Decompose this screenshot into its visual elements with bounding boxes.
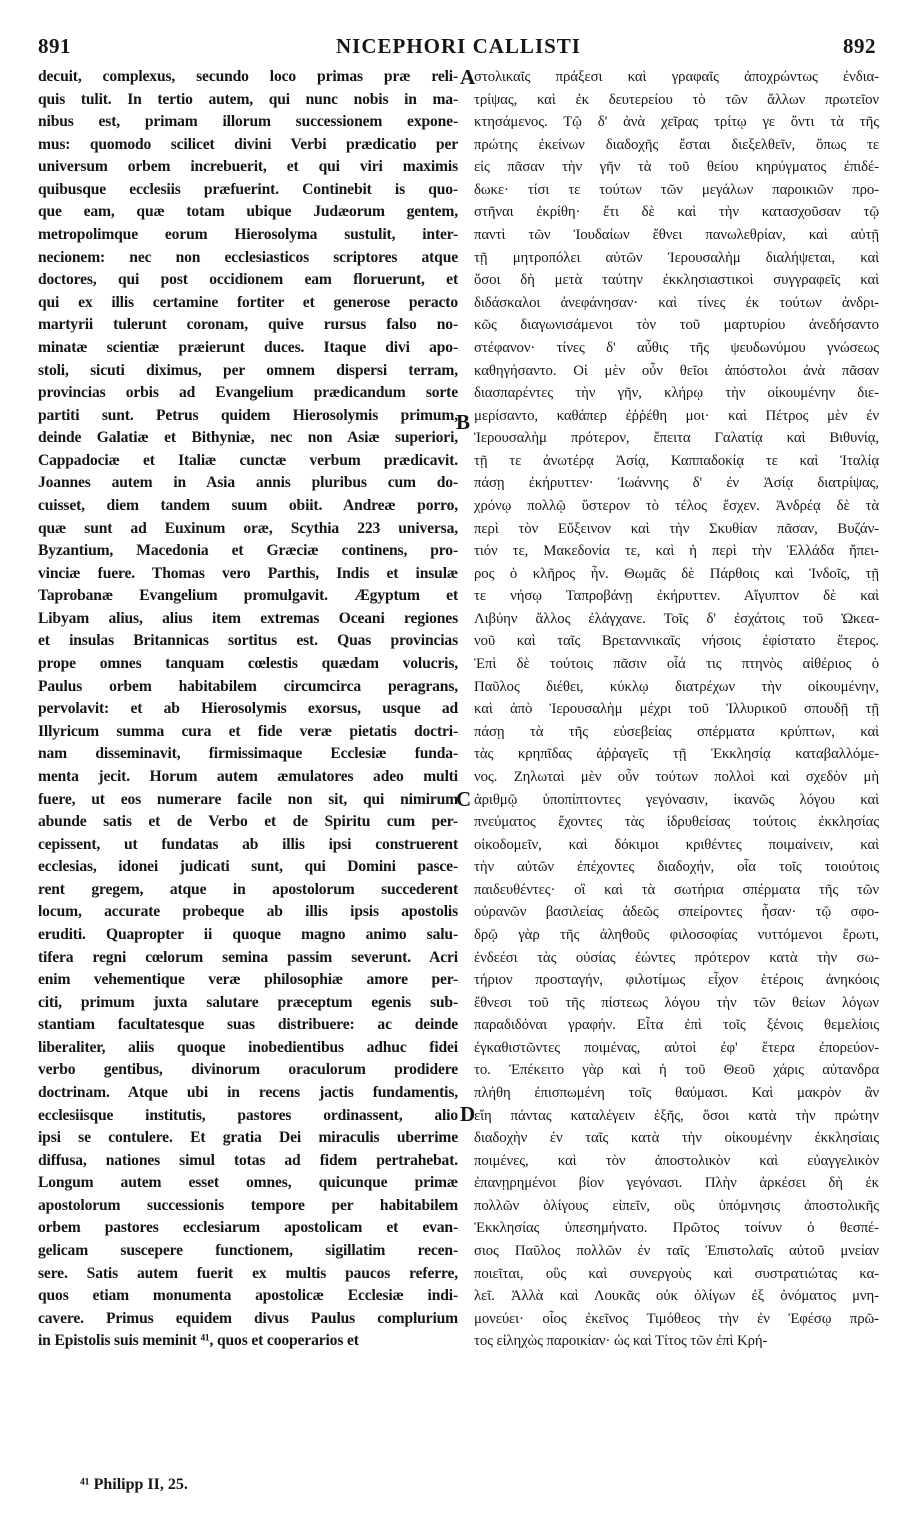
greek-text-line: Λιβύην ἄλλος ἐλάγχανε. Τοῖς δ' ἐσχάτοις τοῦ Ὠκεα-: [474, 610, 879, 627]
latin-text-line: martyrii tulerunt coronam, quive rursus falso no-: [38, 316, 458, 334]
greek-text-line: στέφανον· τίνες δ' αὖθις τῆς ψευδωνύμου γνώσεως: [474, 339, 879, 356]
latin-text-line: necionem: nec non ecclesiasticos scriptores atque: [38, 248, 458, 266]
greek-text-line: πρώτης ἐκείνων διαδοχῆς ἔσται διεξελθεῖν, ὅπως τε: [474, 136, 879, 153]
latin-text-line: quæ sunt ad Euxinum oræ, Scythia 223 universa,: [38, 519, 458, 537]
greek-text-line: κῶς διαγωνισάμενοι τὸν τοῦ μαρτυρίου ἀνεδήσαντο: [474, 317, 879, 334]
greek-text-line: τὰς κρηπῖδας ἀῤῥαγεῖς τῇ Ἐκκλησίᾳ καταβαλλόμε-: [474, 746, 879, 763]
greek-text-line: οἰκοδομεῖν, καὶ δόκιμοι κριθέντες ποιμαίνειν, καὶ: [474, 836, 879, 853]
greek-text-line: νος. Ζηλωταὶ μὲν οὖν τούτων πολλοὶ καὶ σχεδὸν μὴ: [474, 768, 879, 785]
margin-marker-d: D: [460, 1102, 476, 1126]
latin-text-line: stoli, sicuti diximus, per omnem dispersi terram,: [38, 361, 458, 379]
greek-text-line: τῇ τε ἀνωτέρᾳ Ἀσίᾳ, Καππαδοκίᾳ τε καὶ Ἰταλίᾳ: [474, 452, 879, 469]
latin-text-line: liberaliter, aliis quoque inobedientibus adhuc fidei: [38, 1038, 458, 1056]
margin-marker-c: C: [456, 787, 472, 811]
latin-text-line: cuisset, diem tandem suum obiit. Andreæ porro,: [38, 496, 458, 514]
greek-text-line: νοῦ καὶ ταῖς Βρεταννικαῖς νήσοις ἐφίστατο ἕτερος.: [474, 633, 879, 650]
latin-text-line: decuit, complexus, secundo loco primas præ reli-: [38, 68, 458, 85]
latin-text-line: ipsi se contulere. Et gratia Dei miraculis uberrime: [38, 1129, 458, 1147]
greek-text-line: Ἐκκλησίας ὑπεσημήνατο. Πρῶτος τοίνυν ὁ θεσπέ-: [474, 1220, 879, 1237]
latin-text-line: doctores, qui post occidionem eam floruerunt, et: [38, 271, 458, 289]
latin-text-line: doctrinam. Atque ubi in recens jactis fundamentis,: [38, 1084, 458, 1102]
running-title: NICEPHORI CALLISTI: [336, 34, 581, 58]
margin-marker-a: A: [460, 65, 476, 89]
greek-text-line: τρίψας, καὶ ἐκ δευτερείου τὸ τῶν ἄλλων πρωτεῖον: [474, 91, 879, 108]
latin-text-line: locum, accurate probeque ab illis ipsis apostolis: [38, 903, 458, 921]
greek-text-line: ἐγκαθιστῶντες ποιμένας, αὐτοὶ ἐφ' ἕτερα ἐπορεύον-: [474, 1039, 879, 1056]
greek-text-line: καθηγήσαντο. Οἱ μὲν οὖν θεῖοι ἀπόστολοι ἀνὰ πᾶσαν: [474, 362, 879, 379]
greek-text-line: καὶ ἀπὸ Ἱερουσαλὴμ μέχρι τοῦ Ἰλλυρικοῦ σπουδῇ τῇ: [474, 701, 879, 718]
greek-text-line: σιος Παῦλος πολλῶν ἐν ταῖς Ἐπιστολαῖς αὐτοῦ μνείαν: [474, 1243, 879, 1260]
latin-text-line: Joannes autem in Asia annis pluribus cum do-: [38, 474, 458, 492]
greek-text-line: Παῦλος διέθει, κύκλῳ διατρέχων τὴν οἰκουμένην,: [474, 678, 879, 695]
latin-text-line: fuere, ut eos numerare facile non sit, qui nimirum: [38, 790, 458, 808]
greek-text-line: διδάσκαλοι ἀνεφάνησαν· καὶ τίνες ἐκ τούτων ἀνδρι-: [474, 294, 879, 311]
greek-text-line: τήριον προσταγήν, φιλοτίμως εἶχον ἑτέροις ἀνηκόοις: [474, 972, 879, 989]
greek-text-line: δωκε· τίσι τε τούτων τῶν μεγάλων παροικιῶν προ-: [474, 181, 879, 198]
latin-text-line: ecclesias, idonei judicati sunt, qui Domini pasce-: [38, 858, 458, 876]
latin-text-column: [38, 66, 458, 1353]
latin-text-line: rent gregem, atque in apostolorum succederent: [38, 880, 458, 898]
latin-text-line: verbo gentibus, divinorum oraculorum prodidere: [38, 1061, 458, 1079]
left-page-number: 891: [38, 34, 71, 58]
greek-text-line: πολλῶν ὀλίγους εἰπεῖν, οὓς ὑπόμνησις ἀποστολικῆς: [474, 1197, 879, 1214]
greek-text-line: τιόν τε, Μακεδονία τε, καὶ ἡ περὶ τὴν Ἑλλάδα ἤπει-: [474, 543, 879, 560]
greek-text-line: δρῷ γὰρ τῆς ἀληθοῦς φιλοσοφίας νυττόμενοι ἔρωτι,: [474, 926, 879, 943]
greek-text-line: παιδευθέντες· οἳ καὶ τὰ σωτήρια σπέρματα τῆς τῶν: [474, 881, 879, 898]
latin-text-line: Cappadociæ et Italiæ cunctæ verbum prædicavit.: [38, 451, 458, 469]
greek-text-line: στολικαῖς πράξεσι καὶ γραφαῖς ἀποχρώντως ἐνδια-: [474, 69, 879, 85]
greek-text-line: Ἱερουσαλὴμ πρότερον, ἔπειτα Γαλατίᾳ καὶ Βιθυνίᾳ,: [474, 430, 879, 447]
greek-text-line: πάσῃ ἐκήρυττεν· Ἰωάννης δ' ἐν Ἀσίᾳ διατρίψας,: [474, 475, 879, 492]
right-page-number: 892: [843, 34, 876, 58]
latin-text-line: que eam, quæ totam ubique Judæorum gentem,: [38, 203, 458, 221]
latin-text-line: cavere. Primus equidem divus Paulus complurium: [38, 1309, 458, 1327]
greek-text-line: ἀριθμῷ ὑποπίπτοντες γεγόνασιν, ἱκανῶς λόγου καὶ: [474, 791, 879, 808]
latin-text-line: Libyam alius, alius item extremas Oceani regiones: [38, 609, 458, 627]
margin-marker-b: B: [456, 410, 471, 434]
greek-text-line: ὅσοι δὴ μετὰ ταύτην ἐκκλησιαστικοὶ συγγραφεῖς καὶ: [474, 272, 879, 289]
greek-text-line: πλήθη ἐπισπωμένη τοῖς θαύμασι. Καὶ μακρὸν ἂν: [474, 1085, 879, 1102]
greek-text-line: μονεύει· οἷος ἐκεῖνος Τιμόθεος τὴν ἐν Ἐφέσῳ πρῶ-: [474, 1310, 879, 1327]
latin-text-line: cepissent, ut fundatas ab illis ipsi construerent: [38, 835, 458, 853]
greek-text-line: ἐπανῃρημένοι βίον γεγόνασι. Πλὴν ἀρκέσει δὴ ἐκ: [474, 1175, 879, 1192]
greek-text-line: διασπαρέντες τὴν γῆν, κλήρῳ τὴν οἰκουμένην διε-: [474, 385, 879, 402]
latin-text-line: deinde Galatiæ et Bithyniæ, nec non Asiæ superiori,: [38, 429, 458, 447]
greek-text-line: ἔθνεσι τοῦ τῆς πίστεως λόγου τὴν τῶν θείων λόγων: [474, 994, 879, 1011]
latin-text-line: Byzantium, Macedonia et Græciæ continens, pro-: [38, 542, 458, 560]
latin-text-line: Illyricum summa cura et fide veræ pietatis doctri-: [38, 722, 458, 740]
greek-text-line: χρόνῳ πολλῷ ὕστερον τὸ τέλος ἔσχεν. Ἀνδρέᾳ δὲ τὰ: [474, 497, 879, 514]
greek-text-column: [474, 66, 879, 1353]
greek-text-line: το. Ἐπέκειτο γὰρ καὶ ἡ τοῦ Θεοῦ χάρις αὐτανδρα: [474, 1062, 879, 1079]
latin-text-line: ecclesiisque institutis, pastores ordinassent, alio: [38, 1106, 458, 1124]
latin-text-line: nibus est, primam illorum successionem expone-: [38, 113, 458, 131]
latin-text-line: enim vehementique veræ philosophiæ amore per-: [38, 971, 458, 989]
greek-text-line: τὴν αὐτῶν ἐπέχοντες διαδοχήν, οἷα τοῖς τοιούτοις: [474, 859, 879, 876]
latin-text-line: apostolorum successionis tempore per habitabilem: [38, 1196, 458, 1214]
latin-text-line: minatæ scientiæ præierunt duces. Itaque divi apo-: [38, 338, 458, 356]
latin-text-line: metropolimque eorum Hierosolyma sustulit, inter-: [38, 226, 458, 244]
latin-text-line: Paulus orbem habitabilem circumcirca peragrans,: [38, 677, 458, 695]
latin-text-line: pervolavit: et ab Hierosolymis exorsus, usque ad: [38, 700, 458, 718]
latin-text-line: vinciæ fuere. Thomas vero Parthis, Indis et insulæ: [38, 564, 458, 582]
greek-text-line: οὐρανῶν βασιλείας ἀδεῶς σπείροντες ἦσαν· τῷ σφο-: [474, 904, 879, 921]
latin-text-line: quibusque ecclesiis præfuerint. Continebit is quo-: [38, 180, 458, 198]
greek-text-line: παντὶ τῶν Ἰουδαίων ἔθνει πανωλεθρίαν, καὶ αὐτῇ: [474, 227, 879, 244]
greek-text-line: παραδιδόναι γραφήν. Εἶτα ἐπὶ τοῖς ξένοις θεμελίοις: [474, 1017, 879, 1034]
latin-text-line: citi, primum juxta salutare præceptum egenis sub-: [38, 993, 458, 1011]
latin-text-line: et insulas Britannicas sortitus est. Quas provincias: [38, 632, 458, 650]
greek-text-line: διαδοχὴν ἐν ταῖς κατὰ τὴν οἰκουμένην ἐκκλησίαις: [474, 1130, 879, 1147]
greek-text-line: πνεύματος ἔχοντες τὰς ἱδρυθείσας τούτοις ἐκκλησίας: [474, 814, 879, 831]
latin-text-line: partiti sunt. Petrus quidem Hierosolymis primum,: [38, 406, 458, 424]
greek-text-line: ἐνδεέσι τὰς οὐσίας ἐώντες πρότερον κατὰ τὴν σω-: [474, 949, 879, 966]
latin-text-line: quos etiam monumenta apostolicæ Ecclesiæ indi-: [38, 1287, 458, 1305]
latin-text-line: abunde satis et de Verbo et de Spiritu cum per-: [38, 813, 458, 831]
greek-text-line: μερίσαντο, καθάπερ ἐῤῥέθη μοι· καὶ Πέτρος μὲν ἐν: [474, 407, 879, 424]
latin-text-line: prope omnes tanquam cœlestis quædam volucris,: [38, 655, 458, 673]
latin-text-line: menta jecit. Horum autem æmulatores adeo multi: [38, 767, 458, 785]
greek-text-line: πάσῃ τὰ τῆς εὐσεβείας σπέρματα κρύπτων, καὶ: [474, 723, 879, 740]
greek-text-line: ρος ὁ κλῆρος ἦν. Θωμᾶς δὲ Πάρθοις καὶ Ἰνδοῖς, τῇ: [474, 565, 879, 582]
greek-text-line: εἰς πᾶσαν τὴν γῆν τὰ τοῦ θείου κηρύγματος ἐπιδέ-: [474, 159, 879, 176]
footnote: ⁴¹ Philipp II, 25.: [80, 1476, 188, 1493]
latin-text-line: in Epistolis suis meminit ⁴¹, quos et cooperarios et: [38, 1332, 359, 1350]
latin-text-line: stantiam facultatesque suas distribuere: ac deinde: [38, 1016, 458, 1034]
greek-text-line: στῆναι ἐκρίθη· ἔτι δὲ καὶ τὴν κατασχοῦσαν τῷ: [474, 204, 879, 221]
latin-text-line: qui ex illis certamine fortiter et generose peracto: [38, 293, 458, 311]
latin-text-line: nam disseminavit, firmissimaque Ecclesiæ funda-: [38, 745, 458, 763]
latin-text-line: quis tulit. In tertio autem, qui nunc nobis in ma-: [38, 90, 458, 108]
latin-text-line: provincias orbis ad Evangelium prædicandum sorte: [38, 384, 458, 402]
greek-text-line: εἴη πάντας καταλέγειν ἑξῆς, ὅσοι κατὰ τὴν πρώτην: [474, 1107, 879, 1124]
latin-text-line: sere. Satis autem fuerit ex multis paucos referre,: [38, 1264, 458, 1282]
latin-text-line: eruditi. Quapropter ii quoque magno animo salu-: [38, 925, 458, 943]
latin-text-line: mus: quomodo scilicet divini Verbi prædicatio per: [38, 135, 458, 153]
greek-text-line: ποιεῖται, οὓς καὶ συνεργοὺς καὶ συστρατιώτας κα-: [474, 1265, 879, 1282]
greek-text-line: κτησάμενος. Τῷ δ' ἀνὰ χεῖρας τρίτῳ γε ὄντι τὰ τῆς: [474, 114, 879, 131]
latin-text-line: universum orbem increbuerit, et qui viri maximis: [38, 158, 458, 176]
greek-text-line: τε νήσῳ Ταπροβάνῃ ἐκήρυττεν. Αἴγυπτον δὲ καὶ: [474, 588, 879, 605]
latin-text-line: Taprobanæ Evangelium promulgavit. Ægyptum et: [38, 587, 458, 605]
latin-text-line: diffusa, nationes simul totas ad fidem pertrahebat.: [38, 1151, 458, 1169]
latin-text-line: Longum autem esset omnes, quicunque primæ: [38, 1174, 458, 1192]
greek-text-line: τῇ μητροπόλει αὐτῶν Ἱερουσαλὴμ διαλήψεται, καὶ: [474, 249, 879, 266]
greek-text-line: Ἐπὶ δὲ τούτοις πᾶσιν οἷά τις πτηνὸς αἰθέριος ὁ: [474, 656, 879, 673]
latin-text-line: gelicam suscepere functionem, sigillatim recen-: [38, 1242, 458, 1260]
greek-text-line: περὶ τὸν Εὔξεινον καὶ τὴν Σκυθίαν πᾶσαν, Βυζάν-: [474, 520, 879, 537]
latin-text-line: orbem pastores ecclesiarum apostolicam et evan-: [38, 1219, 458, 1237]
greek-text-line: ποιμένες, καὶ τὸν ἀποστολικὸν καὶ εὐαγγελικὸν: [474, 1152, 879, 1169]
greek-text-line: τος εἰληχὼς παροικίαν· ὡς καὶ Τίτος τῶν ἐπὶ Κρή-: [474, 1333, 768, 1350]
greek-text-line: λεῖ. Ἀλλὰ καὶ Λουκᾶς οὐκ ὀλίγων ἐξ ὀνόματος μνη-: [474, 1288, 879, 1305]
latin-text-line: tifera regni cœlorum semina passim severunt. Acri: [38, 948, 458, 966]
